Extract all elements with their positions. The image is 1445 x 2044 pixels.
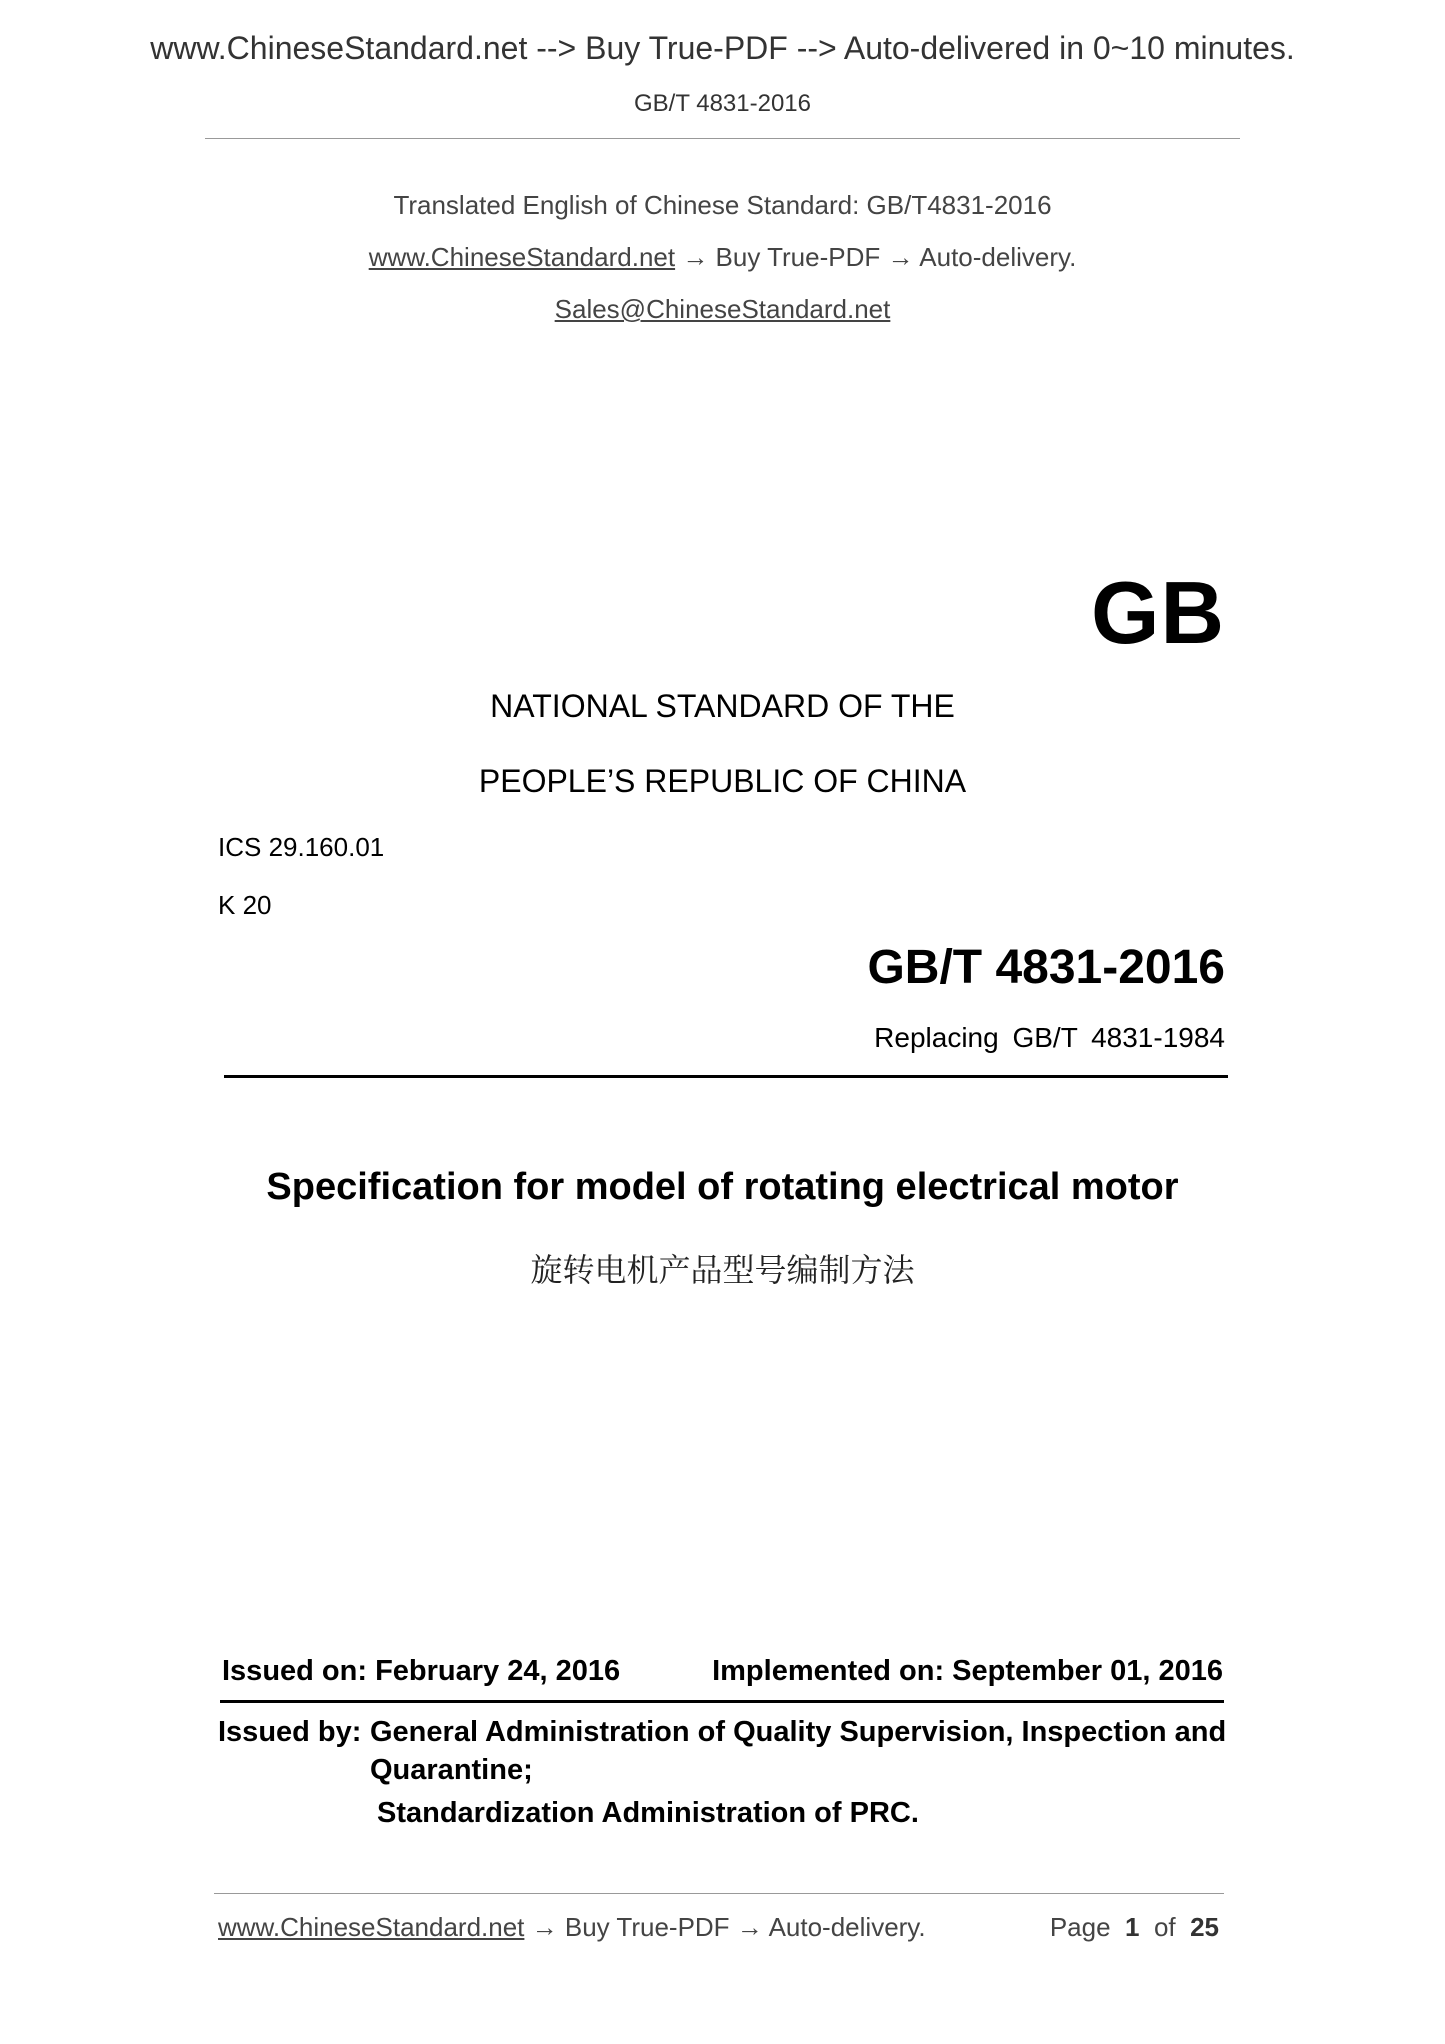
header-divider (205, 138, 1240, 139)
page-current: 1 (1125, 1912, 1140, 1942)
footer-promo-text: → Buy True-PDF → Auto-delivery. (524, 1912, 926, 1942)
title-chinese: 旋转电机产品型号编制方法 (530, 1251, 915, 1289)
site-link[interactable]: www.ChineseStandard.net (368, 242, 676, 272)
replacing-note: Replacing GB/T 4831-1984 (874, 1022, 1225, 1053)
issuer-primary: General Administration of Quality Supervision, Inspection and Quarantine; (370, 1716, 1227, 1786)
gb-logo: GB (1091, 563, 1225, 662)
issuer-secondary: Standardization Administration of PRC. (377, 1797, 919, 1829)
issued-by-label: Issued by: (218, 1716, 362, 1748)
header-standard-code: GB/T 4831-2016 (633, 90, 811, 117)
translated-note: Translated English of Chinese Standard: GB/T4831-2016 (393, 190, 1052, 220)
standard-number: GB/T 4831-2016 (867, 941, 1225, 994)
page-total: 25 (1190, 1912, 1219, 1942)
issued-on-date: Issued on: February 24, 2016 (222, 1655, 621, 1687)
implemented-on-date: Implemented on: September 01, 2016 (712, 1655, 1223, 1687)
page-of: of (1153, 1912, 1176, 1942)
title-english: Specification for model of rotating electrical motor (266, 1166, 1179, 1208)
header-banner: www.ChineseStandard.net --> Buy True-PDF --> Auto-delivered in 0~10 minutes. (150, 30, 1295, 66)
footer-divider (214, 1893, 1224, 1894)
national-standard-line2: PEOPLE’S REPUBLIC OF CHINA (478, 763, 967, 799)
sales-email-link[interactable]: Sales@ChineseStandard.net (554, 294, 891, 324)
footer-site-link[interactable]: www.ChineseStandard.net (218, 1912, 525, 1942)
national-standard-line1: NATIONAL STANDARD OF THE (490, 688, 955, 724)
promo-text: → Buy True-PDF → Auto-delivery. (675, 242, 1077, 272)
footer-promo (218, 1912, 926, 1943)
sales-line (0, 294, 1445, 325)
page-label: Page (1049, 1912, 1111, 1942)
dates-divider (220, 1700, 1224, 1703)
page-indicator (1050, 1912, 1219, 1943)
promo-line (0, 242, 1445, 273)
title-divider (224, 1075, 1228, 1078)
ics-code: ICS 29.160.01 (218, 832, 385, 862)
ccs-code: K 20 (218, 890, 272, 920)
